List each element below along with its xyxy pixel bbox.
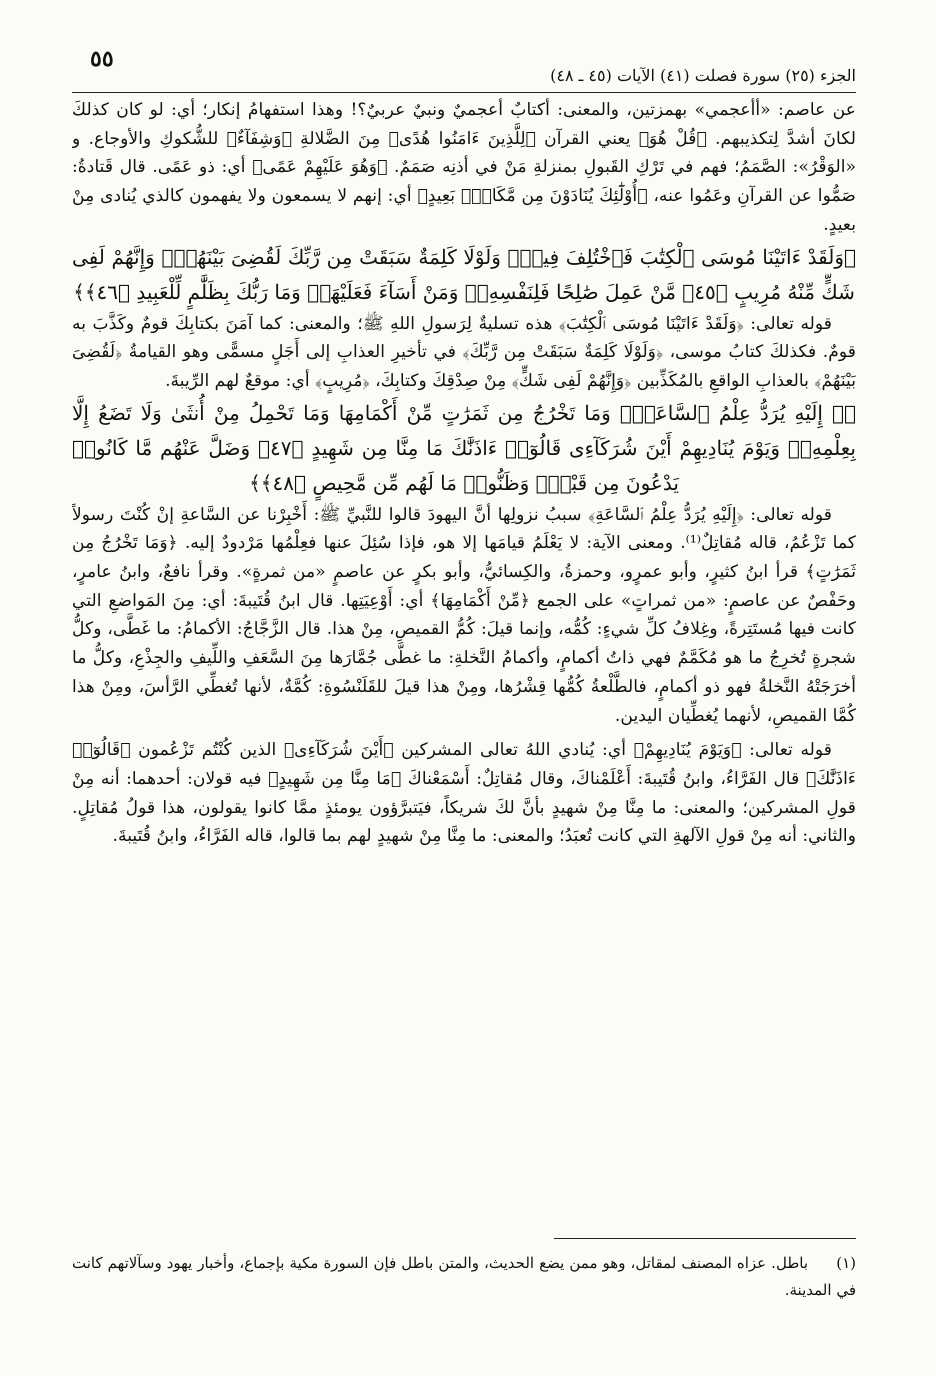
page-header xyxy=(72,46,856,93)
quran-verse-47-48: ﴿۞ إِلَيْهِ يُرَدُّ عِلْمُ ٱلسَّاعَةِۚ وَمَا تَخْرُجُ مِن ثَمَرَٰتٍ مِّنْ أَكْمَامِهَا وَمَا تَحْمِلُ مِنْ أُنثَىٰ وَلَا تَضَعُ إِلَّا بِعِلْمِهِۦۚ وَيَوْمَ يُنَادِيهِمْ أَيْنَ شُرَكَآءِى قَالُوٓا۟ ءَاذَنَّٰكَ مَا مِنَّا مِن شَهِيدٍ ﴿٤٧﴾ وَضَلَّ عَنْهُم مَّا كَانُوا۟ يَدْعُونَ مِن قَبْلُۖ وَظَنُّوا۟ مَا لَهُم مِّن مَّحِيصٍ ﴿٤٨﴾﴾ xyxy=(72,400,856,495)
footnote-text: باطل. عزاه المصنف لمقاتل، وهو ممن يضع الحديث، والمتن باطل فإن السورة مكية بإجماع، وأخبار يهود وسآلاتهم كانت في المدينة. xyxy=(72,1254,856,1299)
commentary-paragraph-1: عن عاصم: «أأعجمي» بهمزتين، والمعنى: أكتابٌ أعجميٌ ونبيٌ عربيٌ؟! وهذا استفهامُ إنكار؛ أي: لو كان كذلكَ لكانَ أشدَّ لِتكذيبهم. ﴿قُلْ هُوَ﴾ يعني القرآن ﴿لِلَّذِينَ ءَامَنُوا هُدًى﴾ مِنَ الضَّلالةِ ﴿وَشِفَآءٌ﴾ للشُّكوكِ والأوجاع. و «الوَقْرُ»: الصَّمَمُ؛ فهم في تَرْكِ القَبولِ بمنزلةِ مَنْ في أذنِه صَمَمٌ. ﴿وَهُوَ عَلَيْهِمْ عَمًى﴾ أي: ذو عَمًى. قال قَتادةُ: صَمُّوا عن القرآنِ وعَمُوا عنه، ﴿أُوْلَٰٓئِكَ يُنَادَوْنَ مِن مَّكَانٍۭ بَعِيدٍ﴾ أي: إنهم لا يسمعون ولا يفهمون كالذي يُنادى مِنْ بعيدٍ. xyxy=(72,100,856,235)
quran-verse-45-46: ﴿وَلَقَدْ ءَاتَيْنَا مُوسَى ٱلْكِتَٰبَ فَٱخْتُلِفَ فِيهِۗ وَلَوْلَا كَلِمَةٌ سَبَقَتْ مِن رَّبِّكَ لَقُضِىَ بَيْنَهُمْۚ وَإِنَّهُمْ لَفِى شَكٍّ مِّنْهُ مُرِيبٍ ﴿٤٥﴾ مَّنْ عَمِلَ صَٰلِحًا فَلِنَفْسِهِۦۖ وَمَنْ أَسَآءَ فَعَلَيْهَاۗ وَمَا رَبُّكَ بِظَلَّٰمٍ لِّلْعَبِيدِ ﴿٤٦﴾﴾ xyxy=(72,244,856,304)
footnotes xyxy=(72,1250,856,1304)
commentary-paragraph-2: قوله تعالى: ﴿وَلَقَدْ ءَاتَيْنَا مُوسَى ٱلْكِتَٰبَ﴾ هذه تسليةٌ لِرَسولِ اللهِ ﷺ؛ والمعنى: كما آمَنَ بكتابِكَ قومٌ وكَذَّبَ به قومٌ. فكذلكَ كتابُ موسى، ﴿وَلَوْلَا كَلِمَةٌ سَبَقَتْ مِن رَّبِّكَ﴾ في تأخيرِ العذابِ إلى أَجَلٍ مسمًّى وهو القيامةُ ﴿لَقُضِىَ بَيْنَهُمْ﴾ بالعذابِ الواقعِ بالمُكَذِّبين ﴿وَإِنَّهُمْ لَفِى شَكٍّ﴾ مِنْ صِدْقِكَ وكتابِكَ، ﴿مُرِيبٍ﴾ أي: موقعٌ لهم الرِّيبةَ. xyxy=(72,313,856,391)
commentary-paragraph-4: قوله تعالى: ﴿وَيَوْمَ يُنَادِيهِمْ﴾ أي: يُنادي اللهُ تعالى المشركين ﴿أَيْنَ شُرَكَآءِى﴾ الذين كُنْتُم تَزْعُمون ﴿قَالُوٓا۟ ءَاذَنَّٰكَ﴾ قال الفَرَّاءُ، وابنُ قُتَيبةَ: أَعْلَمْناكَ، وقال مُقاتِلٌ: أَسْمَعْناكَ ﴿مَا مِنَّا مِن شَهِيدٍ﴾ فيه قولان: أحدهما: أنه مِنْ قولِ المشركين؛ والمعنى: ما مِنَّا مِنْ شهيدٍ بأنَّ لكَ شريكاً، فيَتبرَّؤون يومئذٍ ممَّا كانوا يقولون، هذا قولُ مُقاتِلٍ. والثاني: أنه مِنْ قولِ الآلهةِ التي كانت تُعبَدُ؛ والمعنى: ما مِنَّا مِنْ شهيدٍ لهم بما قالوا، قاله الفَرَّاءُ، وابنُ قُتَيبةَ. xyxy=(72,740,856,847)
main-text xyxy=(72,96,856,1228)
running-head: الجزء (٢٥) سورة فصلت (٤١) الآيات (٤٥ ـ ٤٨) xyxy=(550,66,856,85)
footnote-divider xyxy=(554,1238,856,1239)
page-number: ٥٥ xyxy=(90,46,114,72)
footnote-number: (١) xyxy=(836,1254,856,1272)
commentary-paragraph-3: قوله تعالى: ﴿إِلَيْهِ يُرَدُّ عِلْمُ ٱلسَّاعَةِ﴾ سببُ نزولِها أنَّ اليهودَ قالوا للنَّبيِّ ﷺ: أَخْبِرْنا عن السَّاعةِ إنْ كُنْتَ رسولاً كما تَزْعُمُ، قاله مُقاتِلٌ⁽¹⁾. ومعنى الآية: لا يَعْلَمُ قيامَها إلا هو، فإذا سُئِلَ عنها فعِلْمُها مَرْدودٌ إليه. ﴿وَمَا تَخْرُجُ مِن ثَمَرَٰتٍ﴾ قرأ ابنُ كثيرٍ، وأبو عمرٍو، وحمزةُ، والكِسائيُّ، وأبو بكرٍ عن عاصمٍ «من ثمرةٍ». وقرأ نافعٌ، وابنُ عامرٍ، وحَفْصٌ عن عاصمٍ: «من ثمراتٍ» على الجمع ﴿مِّنْ أَكْمَامِهَا﴾ أي: أَوْعِيَتِها. قال ابنُ قُتَيبةَ: أي: مِنَ المَواضعِ التي كانت فيها مُستَتِرةً، وغِلافُ كلِّ شيءٍ: كُمُّه، وإنما قيلَ: كُمُّ القميصِ، مِنْ هذا. قال الزَّجَّاجُ: الأكمامُ: ما غَطَّى، وكلُّ شجرةٍ تُخرِجُ ما هو مُكَمَّمٌ فهي ذاتُ أكمامٍ، وأكمامُ النَّخلةِ: ما غطَّى جُمَّارَها مِنَ السَّعَفِ واللِّيفِ والجِذْعِ، وكلُّ ما أخرَجَتْهُ النَّخلةُ فهو ذو أكمامٍ، فالطَّلْعةُ كُمُّها قِشْرُها، ومِنْ هذا قيلَ للقَلَنْسُوةِ: كُمَّةٌ، لأنها تُغطِّي الرَّأسَ، ومِنْ هذا كُمَّا القميصِ، لأنهما يُغطِّيان اليدين. xyxy=(72,504,856,726)
